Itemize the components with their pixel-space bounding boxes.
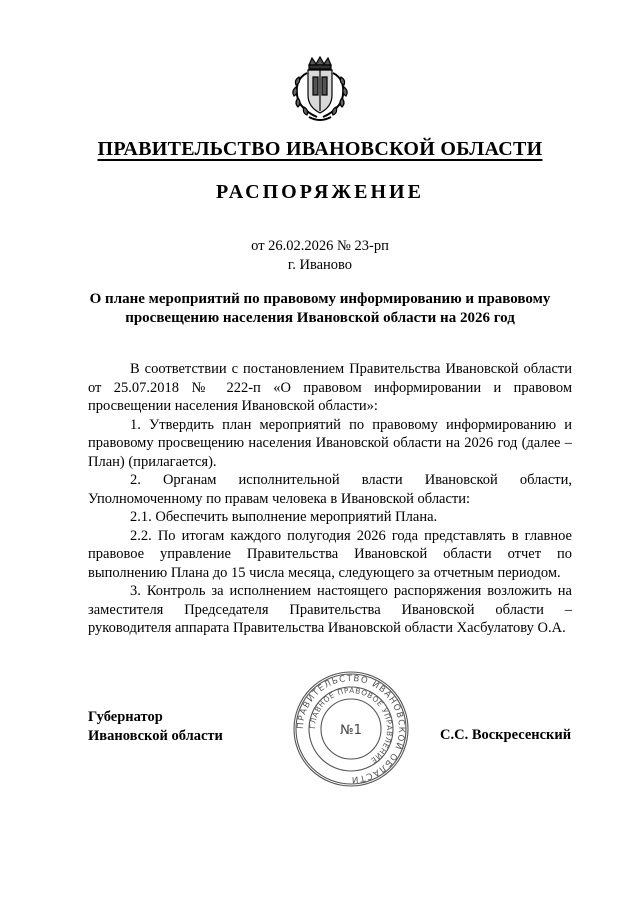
ivanovo-region-coat-of-arms-icon bbox=[287, 55, 353, 123]
seal-inner-text: ГЛАВНОЕ ПРАВОВОЕ УПРАВЛЕНИЕ bbox=[307, 685, 395, 766]
signatory-name: С.С. Воскресенский bbox=[440, 727, 572, 743]
subject-line-2: просвещению населения Ивановской области на 2026 год bbox=[125, 310, 515, 326]
body-paragraph: 2.1. Обеспечить выполнение мероприятий Плана. bbox=[130, 509, 438, 525]
government-title: ПРАВИТЕЛЬСТВО ИВАНОВСКОЙ ОБЛАСТИ bbox=[97, 138, 543, 160]
signatory-position-line-1: Губернатор bbox=[88, 709, 163, 725]
body-paragraph: В соответствии с постановлением Правительства Ивановской области от 25.07.2018 № 222-п «О правовом информировании и правовом просвещении населения Ивановской области»: bbox=[88, 361, 572, 414]
body-paragraph: 3. Контроль за исполнением настоящего распоряжения возложить на заместителя Председателя Правительства Ивановской области – руководителя аппарата Правительства Ивановской области Хасбулатову О.А. bbox=[88, 583, 572, 636]
seal-number: №1 bbox=[340, 723, 362, 738]
official-seal-stamp bbox=[290, 668, 412, 790]
document-body bbox=[88, 360, 572, 638]
signatory-position-line-2: Ивановской области bbox=[88, 727, 223, 744]
body-paragraph: 2.2. По итогам каждого полугодия 2026 года представлять в главное правовое управление Правительства Ивановской области отчет по выполнению Плана до 15 числа месяца, следующего за отчетным периодом. bbox=[88, 527, 572, 581]
signatory-position bbox=[88, 708, 223, 745]
seal-outer-text: ПРАВИТЕЛЬСТВО ИВАНОВСКОЙ ОБЛАСТИ bbox=[295, 673, 407, 785]
document-city: г. Иваново bbox=[287, 257, 353, 273]
subject-line-1: О плане мероприятий по правовому информированию и правовому bbox=[89, 291, 551, 307]
document-type: РАСПОРЯЖЕНИЕ bbox=[216, 181, 424, 203]
document-date-number: от 26.02.2026 № 23-рп bbox=[251, 238, 389, 254]
document-subject bbox=[80, 290, 560, 328]
body-paragraph: 2. Органам исполнительной власти Ивановской области, Уполномоченному по правам человека в Ивановской области: bbox=[88, 472, 572, 507]
body-paragraph: 1. Утвердить план мероприятий по правовому информированию и правовому просвещению населения Ивановской области на 2026 год (далее – План) (прилагается). bbox=[88, 416, 572, 470]
